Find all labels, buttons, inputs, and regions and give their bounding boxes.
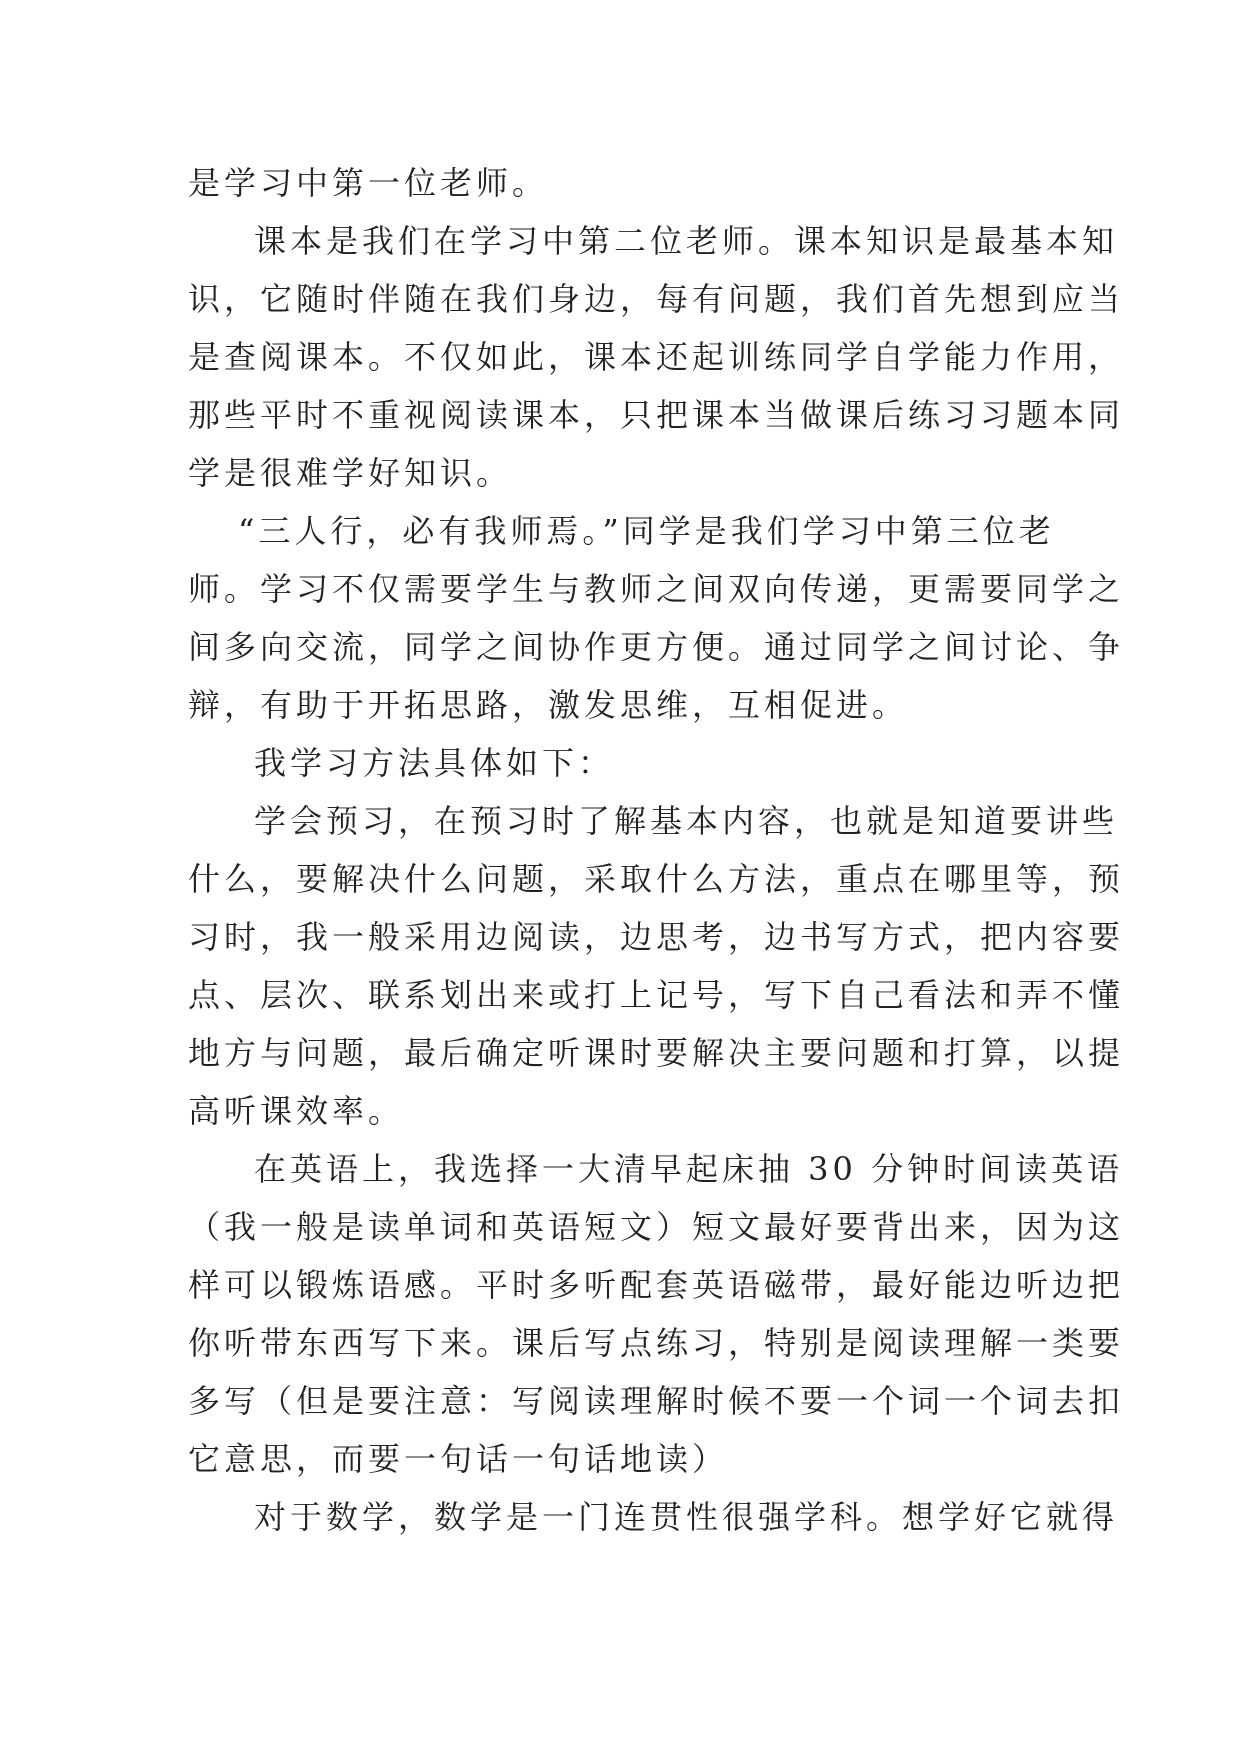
text-line: 识，它随时伴随在我们身边，每有问题，我们首先想到应当 <box>188 280 1125 318</box>
text-line: 你听带东西写下来。课后写点练习，特别是阅读理解一类要 <box>188 1324 1125 1362</box>
text-line: 师。学习不仅需要学生与教师之间双向传递，更需要同学之 <box>188 570 1125 608</box>
text-line: 点、层次、联系划出来或打上记号，写下自己看法和弄不懂 <box>188 976 1125 1014</box>
text-line: 什么，要解决什么问题，采取什么方法，重点在哪里等，预 <box>188 860 1125 898</box>
text-line: 它意思，而要一句话一句话地读） <box>188 1440 729 1478</box>
text-line: 辩，有助于开拓思路，激发思维，互相促进。 <box>188 686 909 724</box>
text-line: 对于数学，数学是一门连贯性很强学科。想学好它就得 <box>254 1498 1119 1536</box>
text-line: 学会预习，在预习时了解基本内容，也就是知道要讲些 <box>254 802 1119 840</box>
text-line: 习时，我一般采用边阅读，边思考，边书写方式，把内容要 <box>188 918 1125 956</box>
text-line: 是查阅课本。不仅如此，课本还起训练同学自学能力作用， <box>188 338 1125 376</box>
text-line: 那些平时不重视阅读课本，只把课本当做课后练习习题本同 <box>188 396 1125 434</box>
text-line: 样可以锻炼语感。平时多听配套英语磁带，最好能边听边把 <box>188 1266 1125 1304</box>
text-line: 间多向交流，同学之间协作更方便。通过同学之间讨论、争 <box>188 628 1125 666</box>
text-line: 多写（但是要注意：写阅读理解时候不要一个词一个词去扣 <box>188 1382 1125 1420</box>
document-body <box>188 154 1125 1546</box>
text-line: “三人行，必有我师焉。”同学是我们学习中第三位老 <box>238 512 1055 550</box>
text-line: 高听课效率。 <box>188 1092 405 1130</box>
text-line: 是学习中第一位老师。 <box>188 164 549 202</box>
text-line: 地方与问题，最后确定听课时要解决主要问题和打算，以提 <box>188 1034 1125 1072</box>
text-line: 课本是我们在学习中第二位老师。课本知识是最基本知 <box>254 222 1119 260</box>
text-line: 学是很难学好知识。 <box>188 454 513 492</box>
text-line: （我一般是读单词和英语短文）短文最好要背出来，因为这 <box>188 1208 1125 1246</box>
text-line: 我学习方法具体如下： <box>254 744 615 782</box>
text-line: 在英语上，我选择一大清早起床抽 30 分钟时间读英语 <box>254 1150 1124 1188</box>
